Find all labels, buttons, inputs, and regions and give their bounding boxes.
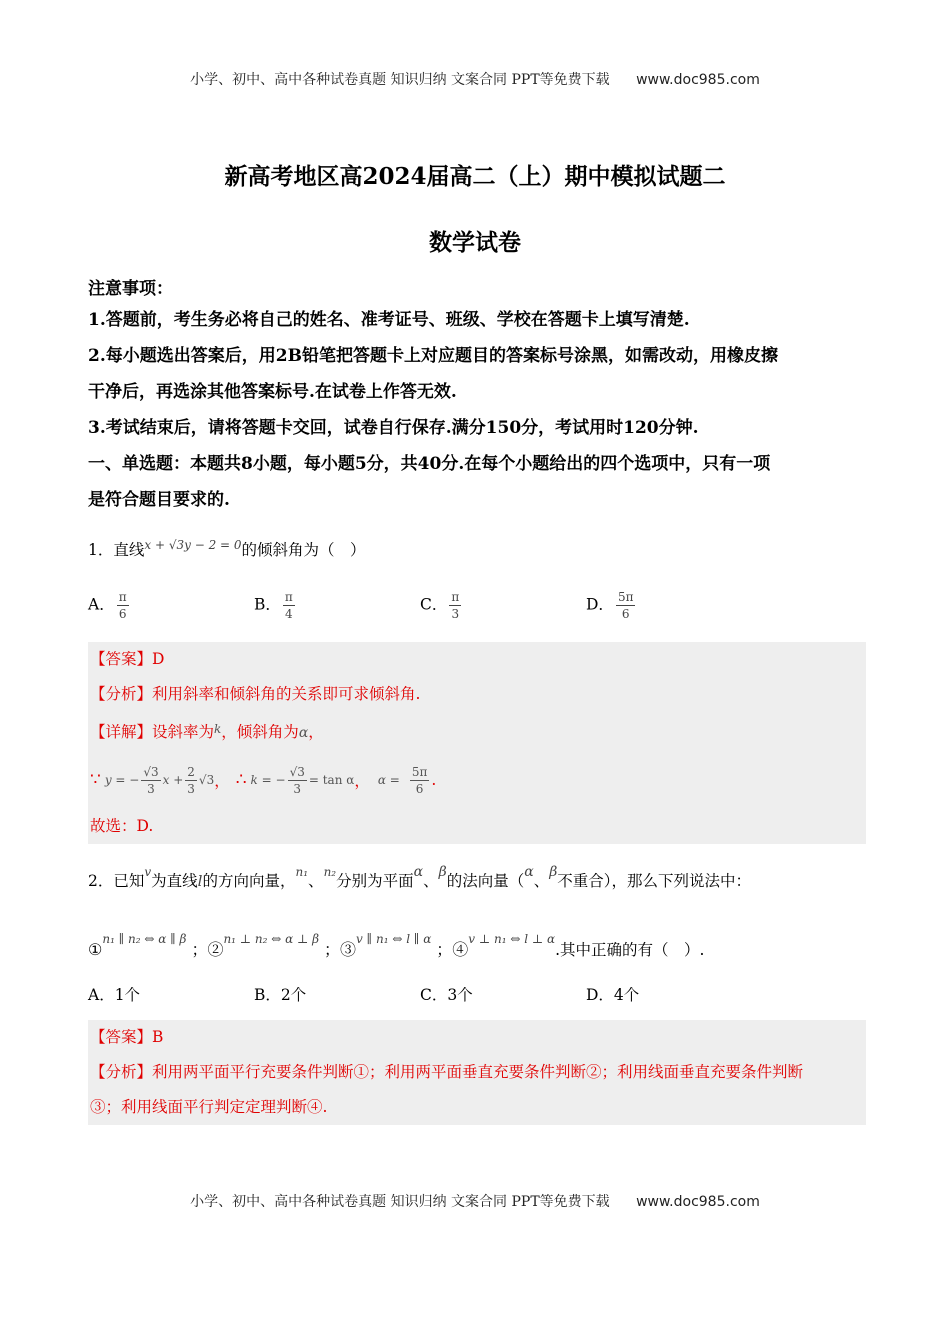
q2-statements: ①$^{n_1 \parallel n_2 \Leftrightarrow \alpha \parallel \beta}$ ；②$^{n_1 \perp n_2 \Leftrightarrow \alpha \perp \beta}$ ；③$^{v \parallel n_1 \Leftrightarrow l \parallel \alpha}$ ；④$^{v \perp n_1 \Leftrightarrow l \perp \alpha}$.其中正确的有（ ）. xyxy=(88,932,705,959)
q1-prefix: 1．直线 xyxy=(88,541,145,559)
exam-subtitle: 数学试卷 xyxy=(429,229,521,256)
q2-analysis-line-1: 【分析】利用两平面平行充要条件判断①；利用两平面垂直充要条件判断②；利用线面垂直充要条件判断 xyxy=(90,1063,804,1081)
q2-answer: 【答案】B xyxy=(90,1028,164,1046)
exam-content xyxy=(88,278,866,1125)
notice-heading: 注意事项： xyxy=(88,279,173,299)
q1-detail-formula: ∵ y = − $\frac{√3}{3}$ x + $\frac{2}{3}$ √3 ， ∴ k = − $\frac{√3}{3}$ = tan α ， α = $\frac{5\pi}{6}$ . xyxy=(90,764,437,796)
q2-answer-box xyxy=(88,1020,866,1125)
q1-option-d[interactable]: D． $\frac{5\pi}{6}$ xyxy=(586,589,634,621)
q1-options xyxy=(88,585,866,625)
q2-option-c[interactable]: C．3个 xyxy=(420,986,473,1004)
q1-choose: 故选：D. xyxy=(90,817,154,835)
q2-option-b[interactable]: B．2个 xyxy=(254,986,307,1004)
section-1-line-1: 一、单选题：本题共8小题，每小题5分，共40分.在每个小题给出的四个选项中，只有一项 xyxy=(88,454,771,474)
q2-analysis-line-2: ③；利用线面平行判定定理判断④. xyxy=(90,1098,328,1116)
q1-analysis: 【分析】利用斜率和倾斜角的关系即可求倾斜角. xyxy=(90,685,421,703)
q1-detail: 【详解】设斜率为$^k$，倾斜角为α， xyxy=(90,722,324,741)
footer-text: 小学、初中、高中各种试卷真题 知识归纳 文案合同 PPT等免费下载 xyxy=(190,1194,610,1210)
q1-option-b[interactable]: B． $\frac{\pi}{4}$ xyxy=(254,589,293,621)
question-2: 2．已知$^v$为直线l的方向向量，$^{n_1}$、$^{n_2}$分别为平面α、β的法向量（α、β不重合），那么下列说法中： xyxy=(88,864,752,890)
q1-option-a[interactable]: A． $\frac{\pi}{6}$ xyxy=(88,589,127,621)
header-text: 小学、初中、高中各种试卷真题 知识归纳 文案合同 PPT等免费下载 xyxy=(190,72,610,88)
header-site-link[interactable]: www.doc985.com xyxy=(636,72,760,88)
notice-item-2-line-2: 干净后，再选涂其他答案标号.在试卷上作答无效. xyxy=(88,382,457,402)
notice-item-3: 3.考试结束后，请将答题卡交回，试卷自行保存.满分150分，考试用时120分钟. xyxy=(88,418,699,438)
q1-suffix: 的倾斜角为（ ） xyxy=(241,541,366,559)
notice-item-1: 1.答题前，考生务必将自己的姓名、准考证号、班级、学校在答题卡上填写清楚. xyxy=(88,310,690,330)
q1-equation: x + √3y − 2 = 0 xyxy=(144,538,242,552)
q1-answer: 【答案】D xyxy=(90,650,165,668)
exam-title: 新高考地区高2024届高二（上）期中模拟试题二 xyxy=(224,163,726,190)
q1-option-c[interactable]: C． $\frac{\pi}{3}$ xyxy=(420,589,460,621)
q1-answer-box xyxy=(88,642,866,844)
q2-option-a[interactable]: A．1个 xyxy=(88,986,141,1004)
notice-item-2-line-1: 2.每小题选出答案后，用2B铅笔把答题卡上对应题目的答案标号涂黑，如需改动，用橡皮擦 xyxy=(88,346,778,366)
q2-options xyxy=(88,984,866,1006)
footer-site-link[interactable]: www.doc985.com xyxy=(636,1194,760,1210)
page-footer xyxy=(0,1191,950,1211)
page-header xyxy=(0,69,950,89)
question-1 xyxy=(88,532,866,563)
q2-option-d[interactable]: D．4个 xyxy=(586,986,640,1004)
section-1-line-2: 是符合题目要求的. xyxy=(88,490,230,510)
